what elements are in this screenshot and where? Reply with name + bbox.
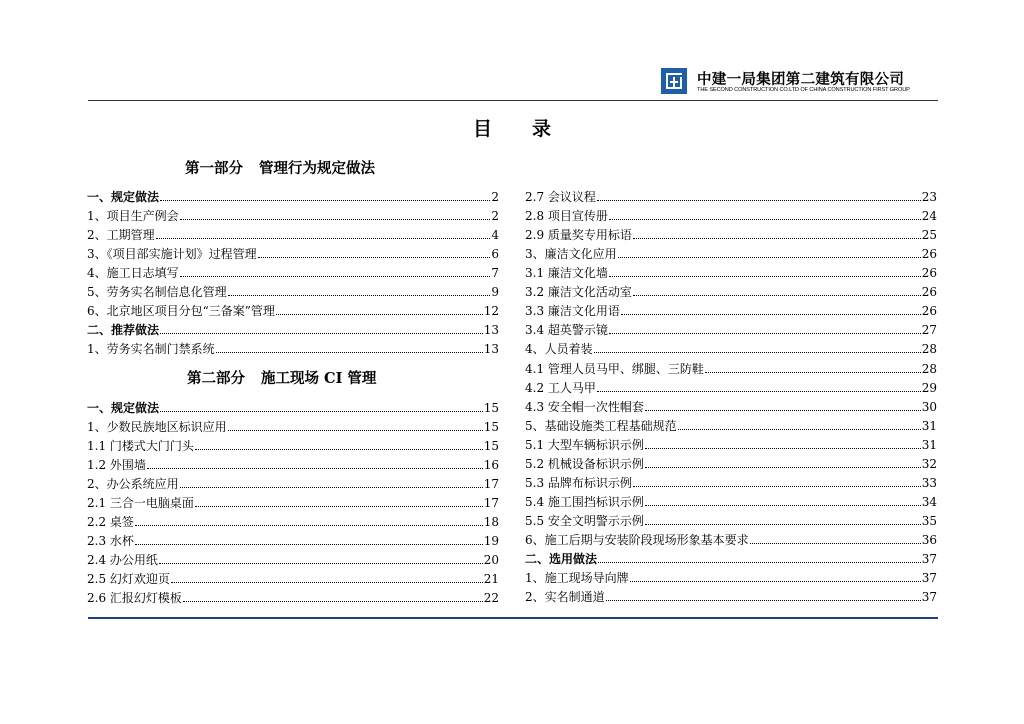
toc-entry[interactable] bbox=[525, 491, 937, 509]
toc-leader-dots bbox=[633, 293, 921, 296]
toc-entry[interactable] bbox=[525, 586, 937, 604]
toc-entry-label: 2.3 水杯 bbox=[87, 534, 134, 548]
toc-entry-page-number: 23 bbox=[921, 190, 937, 204]
toc-entry-label: 2.1 三合一电脑桌面 bbox=[87, 496, 194, 510]
toc-entry[interactable] bbox=[87, 262, 499, 280]
toc-entry[interactable] bbox=[87, 281, 499, 299]
toc-leader-dots bbox=[609, 217, 921, 220]
toc-entry[interactable] bbox=[87, 224, 499, 242]
toc-entry-label: 3.1 廉洁文化墙 bbox=[525, 266, 608, 280]
toc-entry-page-number: 37 bbox=[921, 552, 937, 566]
toc-entry-label: 6、施工后期与安装阶段现场形象基本要求 bbox=[525, 533, 749, 547]
company-logo-icon bbox=[661, 68, 687, 94]
toc-leader-dots bbox=[228, 293, 491, 296]
toc-entry-page-number: 29 bbox=[921, 381, 937, 395]
toc-leader-dots bbox=[156, 236, 491, 239]
toc-leader-dots bbox=[633, 236, 921, 239]
toc-entry-label: 3、《项目部实施计划》过程管理 bbox=[87, 247, 257, 261]
toc-entry-page-number: 35 bbox=[921, 514, 937, 528]
toc-entry-page-number: 20 bbox=[483, 553, 499, 567]
toc-leader-dots bbox=[645, 408, 921, 411]
toc-leader-dots bbox=[750, 541, 921, 544]
toc-entry-page-number: 4 bbox=[491, 228, 499, 242]
toc-leader-dots bbox=[705, 370, 921, 373]
part-two-label: 第二部分 bbox=[187, 370, 245, 387]
toc-leader-dots bbox=[160, 409, 483, 412]
toc-entry-page-number: 32 bbox=[921, 457, 937, 471]
toc-leader-dots bbox=[195, 504, 483, 507]
toc-entry[interactable] bbox=[87, 416, 499, 434]
toc-leader-dots bbox=[609, 274, 921, 277]
toc-entry-page-number: 26 bbox=[921, 285, 937, 299]
toc-entry-page-number: 7 bbox=[491, 266, 499, 280]
toc-entry-page-number: 26 bbox=[921, 304, 937, 318]
toc-leader-dots bbox=[160, 198, 490, 201]
page-title: 目录 bbox=[472, 118, 591, 140]
toc-leader-dots bbox=[645, 522, 921, 525]
toc-entry-label: 二、推荐做法 bbox=[87, 323, 160, 337]
toc-entry-page-number: 37 bbox=[921, 571, 937, 585]
toc-leader-dots bbox=[645, 503, 921, 506]
company-name-en: THE SECOND CONSTRUCTION CO.LTD OF CHINA CONSTRUCTION FIRST GROUP bbox=[697, 87, 910, 93]
toc-entry[interactable] bbox=[87, 568, 499, 586]
toc-leader-dots bbox=[258, 255, 491, 258]
toc-entry[interactable] bbox=[525, 529, 937, 547]
toc-entry-label: 二、选用做法 bbox=[525, 552, 598, 566]
toc-entry-page-number: 27 bbox=[921, 323, 937, 337]
toc-entry-page-number: 15 bbox=[483, 401, 499, 415]
toc-entry-label: 3.3 廉洁文化用语 bbox=[525, 304, 620, 318]
toc-entry-label: 4.1 管理人员马甲、绑腿、三防鞋 bbox=[525, 362, 704, 376]
toc-entry-page-number: 15 bbox=[483, 439, 499, 453]
toc-entry-label: 4.3 安全帽一次性帽套 bbox=[525, 400, 644, 414]
toc-leader-dots bbox=[228, 428, 483, 431]
toc-entry[interactable] bbox=[525, 300, 937, 318]
toc-entry-page-number: 22 bbox=[483, 591, 499, 605]
toc-entry[interactable] bbox=[87, 300, 499, 318]
toc-entry[interactable] bbox=[87, 243, 499, 261]
footer-divider bbox=[88, 617, 938, 619]
toc-entry-page-number: 25 bbox=[921, 228, 937, 242]
toc-entry[interactable] bbox=[525, 186, 937, 204]
toc-leader-dots bbox=[135, 523, 483, 526]
toc-entry[interactable] bbox=[87, 338, 499, 356]
part-two-title: 施工现场 CI 管理 bbox=[261, 370, 377, 387]
toc-entry[interactable] bbox=[87, 319, 499, 337]
toc-entry-label: 2.6 汇报幻灯模板 bbox=[87, 591, 182, 605]
toc-entry[interactable] bbox=[525, 319, 937, 337]
toc-entry[interactable] bbox=[87, 492, 499, 510]
toc-leader-dots bbox=[645, 465, 921, 468]
part-one-title: 管理行为规定做法 bbox=[259, 160, 375, 177]
toc-leader-dots bbox=[216, 350, 483, 353]
toc-entry[interactable] bbox=[525, 281, 937, 299]
toc-entry-page-number: 19 bbox=[483, 534, 499, 548]
toc-entry-label: 5、基础设施类工程基础规范 bbox=[525, 419, 677, 433]
toc-leader-dots bbox=[195, 447, 483, 450]
toc-entry-page-number: 9 bbox=[491, 285, 499, 299]
toc-leader-dots bbox=[597, 389, 921, 392]
toc-entry-page-number: 6 bbox=[491, 247, 499, 261]
company-name-cn: 中建一局集团第二建筑有限公司 bbox=[697, 72, 905, 88]
toc-entry[interactable] bbox=[525, 224, 937, 242]
toc-entry-label: 5、劳务实名制信息化管理 bbox=[87, 285, 227, 299]
toc-entry-page-number: 28 bbox=[921, 362, 937, 376]
toc-leader-dots bbox=[183, 599, 483, 602]
toc-entry-page-number: 37 bbox=[921, 590, 937, 604]
toc-entry[interactable] bbox=[525, 434, 937, 452]
toc-entry-page-number: 17 bbox=[483, 477, 499, 491]
toc-entry-label: 4.2 工人马甲 bbox=[525, 381, 596, 395]
toc-leader-dots bbox=[594, 350, 921, 353]
page-header bbox=[0, 0, 1024, 105]
toc-entry-label: 一、规定做法 bbox=[87, 190, 160, 204]
toc-entry-label: 5.5 安全文明警示示例 bbox=[525, 514, 644, 528]
toc-leader-dots bbox=[276, 312, 483, 315]
toc-entry[interactable] bbox=[525, 415, 937, 433]
toc-entry-label: 2.5 幻灯欢迎页 bbox=[87, 572, 170, 586]
toc-entry-label: 2.8 项目宣传册 bbox=[525, 209, 608, 223]
toc-entry-label: 2.4 办公用纸 bbox=[87, 553, 158, 567]
toc-entry-page-number: 18 bbox=[483, 515, 499, 529]
toc-entry[interactable] bbox=[87, 549, 499, 567]
toc-entry-page-number: 26 bbox=[921, 266, 937, 280]
toc-entry-label: 1.1 门楼式大门门头 bbox=[87, 439, 194, 453]
toc-entry-page-number: 13 bbox=[483, 323, 499, 337]
toc-entry[interactable] bbox=[525, 548, 937, 566]
toc-entry-label: 4、人员着装 bbox=[525, 342, 593, 356]
toc-entry-label: 2、办公系统应用 bbox=[87, 477, 179, 491]
part-two-heading bbox=[187, 367, 376, 388]
toc-entry-page-number: 30 bbox=[921, 400, 937, 414]
toc-leader-dots bbox=[180, 485, 483, 488]
toc-leader-dots bbox=[180, 274, 491, 277]
toc-entry-label: 1、少数民族地区标识应用 bbox=[87, 420, 227, 434]
toc-leader-dots bbox=[609, 331, 921, 334]
toc-entry-label: 2.2 桌签 bbox=[87, 515, 134, 529]
toc-leader-dots bbox=[621, 312, 921, 315]
toc-entry-label: 2、实名制通道 bbox=[525, 590, 605, 604]
toc-entry-page-number: 13 bbox=[483, 342, 499, 356]
toc-entry-label: 1、劳务实名制门禁系统 bbox=[87, 342, 215, 356]
toc-entry-page-number: 12 bbox=[483, 304, 499, 318]
toc-leader-dots bbox=[618, 255, 921, 258]
toc-entry-label: 1、施工现场导向牌 bbox=[525, 571, 629, 585]
toc-entry-page-number: 31 bbox=[921, 438, 937, 452]
toc-leader-dots bbox=[135, 542, 483, 545]
toc-leader-dots bbox=[171, 580, 483, 583]
toc-entry-label: 5.3 品牌布标识示例 bbox=[525, 476, 632, 490]
part-one-label: 第一部分 bbox=[185, 160, 243, 177]
toc-leader-dots bbox=[633, 484, 921, 487]
toc-entry-page-number: 31 bbox=[921, 419, 937, 433]
toc-entry-page-number: 16 bbox=[483, 458, 499, 472]
toc-entry[interactable] bbox=[87, 186, 499, 204]
toc-entry[interactable] bbox=[525, 243, 937, 261]
toc-entry[interactable] bbox=[525, 567, 937, 585]
toc-entry[interactable] bbox=[525, 396, 937, 414]
toc-leader-dots bbox=[180, 217, 491, 220]
toc-entry-page-number: 17 bbox=[483, 496, 499, 510]
toc-leader-dots bbox=[160, 331, 483, 334]
toc-entry-label: 5.4 施工围挡标识示例 bbox=[525, 495, 644, 509]
toc-entry-label: 3.2 廉洁文化活动室 bbox=[525, 285, 632, 299]
toc-entry-label: 2.7 会议议程 bbox=[525, 190, 596, 204]
toc-entry-page-number: 33 bbox=[921, 476, 937, 490]
toc-entry-label: 1.2 外围墙 bbox=[87, 458, 146, 472]
toc-leader-dots bbox=[597, 198, 921, 201]
toc-leader-dots bbox=[645, 446, 921, 449]
toc-entry[interactable] bbox=[525, 377, 937, 395]
toc-entry[interactable] bbox=[525, 510, 937, 528]
toc-entry[interactable] bbox=[87, 511, 499, 529]
toc-entry-page-number: 34 bbox=[921, 495, 937, 509]
toc-entry[interactable] bbox=[525, 262, 937, 280]
toc-entry[interactable] bbox=[525, 358, 937, 376]
toc-entry-page-number: 28 bbox=[921, 342, 937, 356]
toc-entry[interactable] bbox=[525, 205, 937, 223]
toc-entry-page-number: 36 bbox=[921, 533, 937, 547]
toc-entry[interactable] bbox=[87, 397, 499, 415]
toc-entry-page-number: 2 bbox=[491, 190, 499, 204]
toc-entry[interactable] bbox=[525, 338, 937, 356]
toc-entry-label: 5.1 大型车辆标识示例 bbox=[525, 438, 644, 452]
toc-entry[interactable] bbox=[525, 453, 937, 471]
toc-entry[interactable] bbox=[87, 205, 499, 223]
toc-leader-dots bbox=[630, 579, 921, 582]
toc-leader-dots bbox=[598, 560, 921, 563]
toc-entry-label: 3、廉洁文化应用 bbox=[525, 247, 617, 261]
toc-entry[interactable] bbox=[87, 435, 499, 453]
part-one-heading bbox=[185, 157, 375, 178]
toc-entry[interactable] bbox=[87, 587, 499, 605]
toc-entry-label: 3.4 超英警示镜 bbox=[525, 323, 608, 337]
toc-leader-dots bbox=[147, 466, 483, 469]
toc-entry[interactable] bbox=[525, 472, 937, 490]
toc-entry-label: 1、项目生产例会 bbox=[87, 209, 179, 223]
toc-entry-page-number: 24 bbox=[921, 209, 937, 223]
toc-entry-label: 4、施工日志填写 bbox=[87, 266, 179, 280]
toc-entry-page-number: 2 bbox=[491, 209, 499, 223]
toc-entry-page-number: 15 bbox=[483, 420, 499, 434]
toc-entry-page-number: 21 bbox=[483, 572, 499, 586]
toc-entry-label: 6、北京地区项目分包“三备案”管理 bbox=[87, 304, 275, 318]
toc-leader-dots bbox=[606, 598, 921, 601]
toc-leader-dots bbox=[159, 561, 483, 564]
toc-entry-label: 2、工期管理 bbox=[87, 228, 155, 242]
header-divider bbox=[88, 100, 938, 101]
toc-entry[interactable] bbox=[87, 473, 499, 491]
toc-entry-page-number: 26 bbox=[921, 247, 937, 261]
toc-leader-dots bbox=[678, 427, 921, 430]
toc-entry[interactable] bbox=[87, 530, 499, 548]
toc-entry-label: 一、规定做法 bbox=[87, 401, 160, 415]
toc-entry-label: 5.2 机械设备标识示例 bbox=[525, 457, 644, 471]
toc-entry[interactable] bbox=[87, 454, 499, 472]
toc-entry-label: 2.9 质量奖专用标语 bbox=[525, 228, 632, 242]
